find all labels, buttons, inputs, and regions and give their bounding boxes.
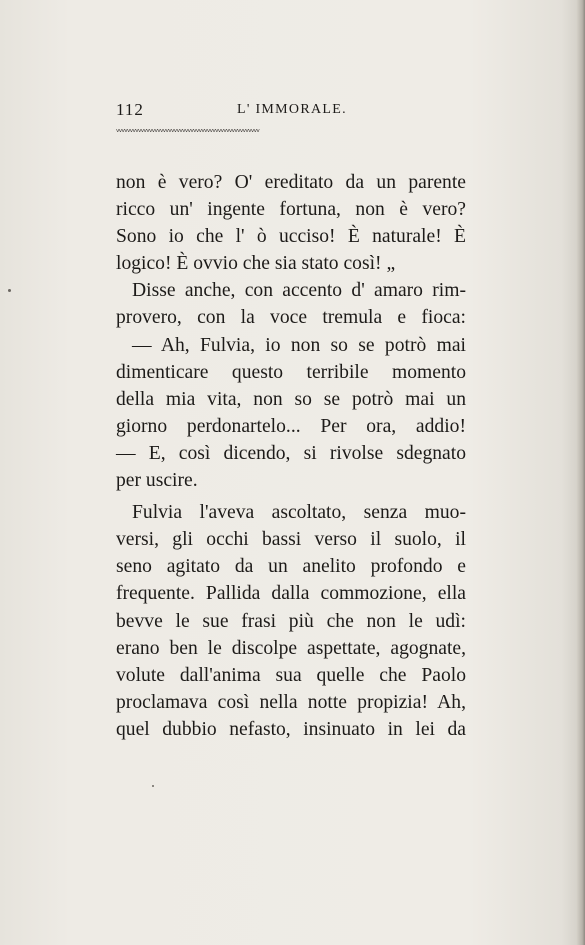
text-line: proclamava così nella notte propizia! Ah, [116,691,466,713]
text-line: Disse anche, con accento d' amaro rim- [132,280,466,302]
text-line: Fulvia l'aveva ascoltato, senza muo- [132,502,466,524]
body-text [116,169,466,743]
text-line: dimenticare questo terribile momento [116,361,466,383]
text-line: logico! È ovvio che sia stato così! „ [116,253,396,275]
text-line: provero, con la voce tremula e fioca: [116,307,466,329]
running-title: L' IMMORALE. [237,102,347,117]
text-line: bevve le sue frasi più che non le udì: [116,610,466,632]
text-line: per uscire. [116,470,198,492]
text-line: frequente. Pallida dalla commozione, ella [116,583,466,605]
text-line: versi, gli occhi bassi verso il suolo, il [116,529,466,551]
header-ornament-rule: ᵥᵥᵥᵥᵥᵥᵥᵥᵥᵥᵥᵥᵥᵥᵥᵥᵥᵥᵥᵥᵥᵥᵥᵥᵥᵥᵥᵥᵥᵥᵥᵥᵥᵥᵥᵥᵥᵥᵥᵥᵥᵥᵥᵥᵥᵥᵥᵥᵥᵥᵥᵥ [116,125,260,135]
text-line: — Ah, Fulvia, io non so se potrò mai [132,334,466,356]
text-line: non è vero? O' ereditato da un parente [116,172,466,193]
paper-speck [8,289,11,292]
text-line: erano ben le discolpe aspettate, agognate, [116,637,466,659]
text-line: — E, così dicendo, si rivolse sdegnato [116,442,466,464]
text-line: ricco un' ingente fortuna, non è vero? [116,199,466,221]
text-line: Sono io che l' ò ucciso! È naturale! È [116,226,466,248]
text-line: seno agitato da un anelito profondo e [116,556,466,578]
text-line: della mia vita, non so se potrò mai un [116,388,466,410]
text-line: giorno perdonartelo... Per ora, addio! [116,415,466,437]
page-header [116,100,466,122]
page-number: 112 [116,100,144,119]
page-edge-shadow [576,0,585,945]
text-line: quel dubbio nefasto, insinuato in lei da [116,718,466,740]
text-line: volute dall'anima sua quelle che Paolo [116,664,466,686]
paper-speck [152,785,154,787]
